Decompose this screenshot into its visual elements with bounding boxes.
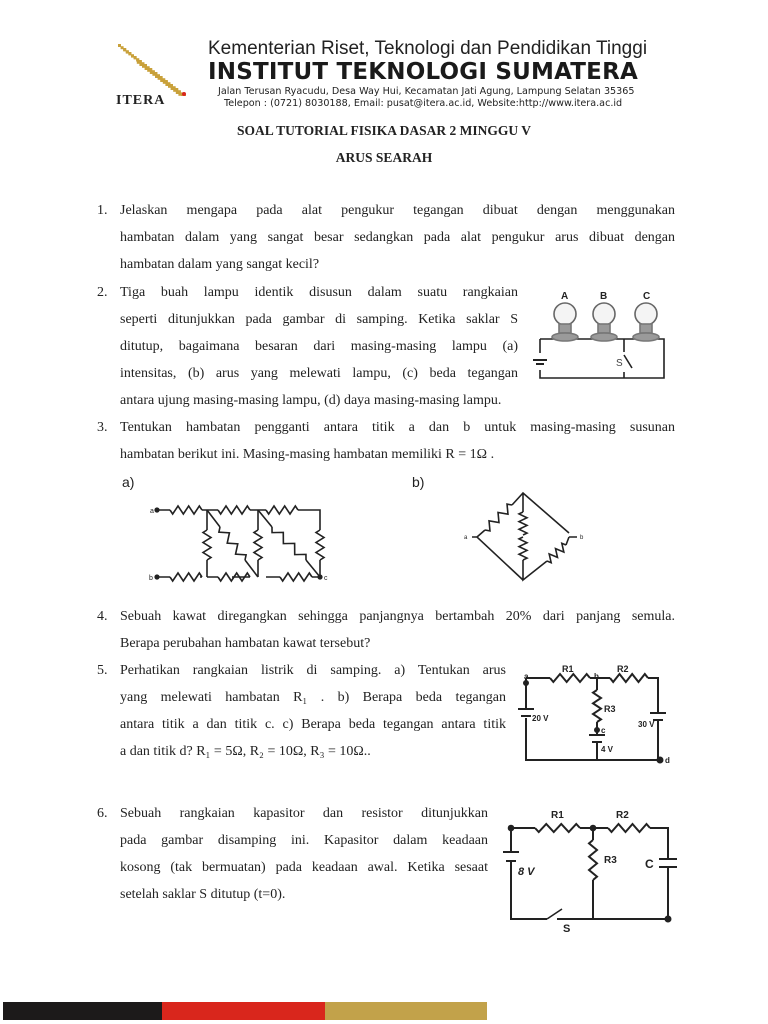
switch-label: S bbox=[616, 358, 623, 369]
circuit-q5 bbox=[518, 664, 670, 765]
node-label: a bbox=[150, 508, 154, 515]
resistor-icon bbox=[608, 824, 650, 832]
bulb-label: A bbox=[561, 291, 569, 302]
resistor-label: R2 bbox=[616, 810, 629, 821]
text-line: Perhatikan rangkaian listrik di samping. a) Tentukan arus bbox=[120, 663, 506, 678]
resistor-icon bbox=[170, 573, 202, 581]
bulb-label: B bbox=[600, 291, 608, 302]
footer-bar-red bbox=[162, 1002, 325, 1020]
node-label: c bbox=[324, 575, 328, 582]
document-title: SOAL TUTORIAL FISIKA DASAR 2 MINGGU V bbox=[236, 123, 532, 138]
question-number: 6. bbox=[97, 806, 108, 821]
resistor-network-a bbox=[149, 506, 328, 582]
resistor-label: R3 bbox=[604, 855, 617, 866]
switch-label: S bbox=[563, 923, 571, 935]
capacitor-label: C bbox=[645, 857, 654, 871]
node-label: b bbox=[580, 535, 584, 541]
text-line: hambatan berikut ini. Masing-masing hambatan memiliki R = 1Ω . bbox=[120, 447, 495, 462]
text-line: hambatan dalam yang sangat kecil? bbox=[120, 257, 320, 272]
node-label: b bbox=[594, 672, 599, 681]
voltage-label: 30 V bbox=[638, 720, 655, 729]
resistor-icon bbox=[589, 840, 597, 880]
node-label: a bbox=[524, 672, 529, 681]
resistor-icon bbox=[254, 530, 262, 560]
text-line: Jelaskan mengapa pada alat pengukur tegangan dibuat dengan menggunakan bbox=[120, 203, 675, 218]
resistor-icon bbox=[218, 573, 250, 581]
text-line: intensitas, (b) arus yang melewati lampu, (c) beda tegangan bbox=[120, 366, 518, 381]
footer-bar-black bbox=[3, 1002, 162, 1020]
node-label: d bbox=[665, 756, 670, 765]
text-line: a dan titik d? R₁ = 5Ω, R₂ = 10Ω, R₃ = 10Ω.. bbox=[120, 744, 371, 759]
bulb-icon bbox=[633, 303, 659, 341]
resistor-icon bbox=[547, 543, 566, 562]
question-number: 4. bbox=[97, 609, 108, 624]
resistor-icon bbox=[519, 512, 527, 535]
text-line: kosong (tak bermuatan) pada keadaan awal. Ketika sesaat bbox=[120, 860, 488, 875]
resistor-icon bbox=[170, 506, 202, 514]
text-line: Sebuah kawat diregangkan sehingga panjangnya bertambah 20% dari panjang semula. bbox=[120, 609, 675, 624]
resistor-icon bbox=[610, 674, 648, 682]
text-line: Tentukan hambatan pengganti antara titik a dan b untuk masing-masing susunan bbox=[120, 420, 675, 435]
resistor-icon bbox=[280, 573, 312, 581]
resistor-label: R2 bbox=[617, 664, 629, 674]
text-line: seperti ditunjukkan pada gambar di samping. Ketika saklar S bbox=[120, 312, 518, 327]
resistor-label: R1 bbox=[551, 810, 564, 821]
resistor-icon bbox=[519, 537, 527, 560]
text-line: setelah saklar S ditutup (t=0). bbox=[120, 887, 286, 902]
node-label: c bbox=[601, 726, 606, 735]
footer-bar-gold bbox=[325, 1002, 487, 1020]
figure-label-a: a) bbox=[122, 474, 135, 490]
institution-name: INSTITUT TEKNOLOGI SUMATERA bbox=[208, 59, 638, 85]
circuit-q6 bbox=[503, 810, 677, 935]
resistor-network-b bbox=[464, 493, 584, 580]
ministry-name: Kementerian Riset, Teknologi dan Pendidikan Tinggi bbox=[208, 38, 648, 59]
bulb-circuit-figure bbox=[533, 291, 664, 378]
text-line: pada gambar disamping ini. Kapasitor dalam keadaan bbox=[120, 833, 488, 848]
bulb-label: C bbox=[643, 291, 651, 302]
node-label: a bbox=[464, 535, 468, 541]
contact: Telepon : (0721) 8030188, Email: pusat@itera.ac.id, Website:http://www.itera.ac.id bbox=[224, 98, 623, 109]
address: Jalan Terusan Ryacudu, Desa Way Hui, Kecamatan Jati Agung, Lampung Selatan 35365 bbox=[218, 86, 635, 97]
resistor-icon bbox=[203, 530, 211, 560]
text-line: hambatan dalam yang sangat besar sedangkan pada alat pengukur arus dibuat dengan bbox=[120, 230, 675, 245]
resistor-icon bbox=[485, 504, 512, 531]
figure-label-b: b) bbox=[412, 474, 425, 490]
resistor-icon bbox=[593, 690, 601, 722]
resistor-icon bbox=[316, 530, 324, 560]
text-line: ditutup, bagaimana besaran dari masing-masing lampu (a) bbox=[120, 339, 518, 354]
resistor-icon bbox=[266, 506, 298, 514]
logo-text: ITERA bbox=[116, 93, 166, 108]
resistor-label: R3 bbox=[604, 704, 616, 714]
voltage-label: 20 V bbox=[532, 714, 549, 723]
question-number: 1. bbox=[97, 203, 108, 218]
text-line: Sebuah rangkaian kapasitor dan resistor ditunjukkan bbox=[120, 806, 488, 821]
resistor-icon bbox=[218, 506, 250, 514]
resistor-icon bbox=[219, 527, 246, 560]
voltage-label: 8 V bbox=[518, 866, 535, 878]
question-number: 2. bbox=[97, 285, 108, 300]
voltage-label: 4 V bbox=[601, 745, 614, 754]
resistor-label: R1 bbox=[562, 664, 574, 674]
resistor-icon bbox=[535, 824, 580, 832]
bulb-icon bbox=[591, 303, 617, 341]
resistor-icon bbox=[550, 674, 590, 682]
bulb-icon bbox=[552, 303, 578, 341]
resistor-icon bbox=[272, 527, 306, 560]
node-label: b bbox=[149, 575, 153, 582]
text-line: Tiga buah lampu identik disusun dalam suatu rangkaian bbox=[120, 285, 518, 300]
document-subtitle: ARUS SEARAH bbox=[335, 150, 433, 165]
text-line: yang melewati hambatan R₁ . b) Berapa beda tegangan bbox=[120, 690, 506, 705]
text-line: Berapa perubahan hambatan kawat tersebut? bbox=[120, 636, 371, 651]
question-number: 3. bbox=[97, 420, 108, 435]
question-number: 5. bbox=[97, 663, 108, 678]
text-line: antara titik a dan titik c. c) Berapa beda tegangan antara titik bbox=[120, 717, 506, 732]
text-line: antara ujung masing-masing lampu, (d) daya masing-masing lampu. bbox=[120, 393, 502, 408]
